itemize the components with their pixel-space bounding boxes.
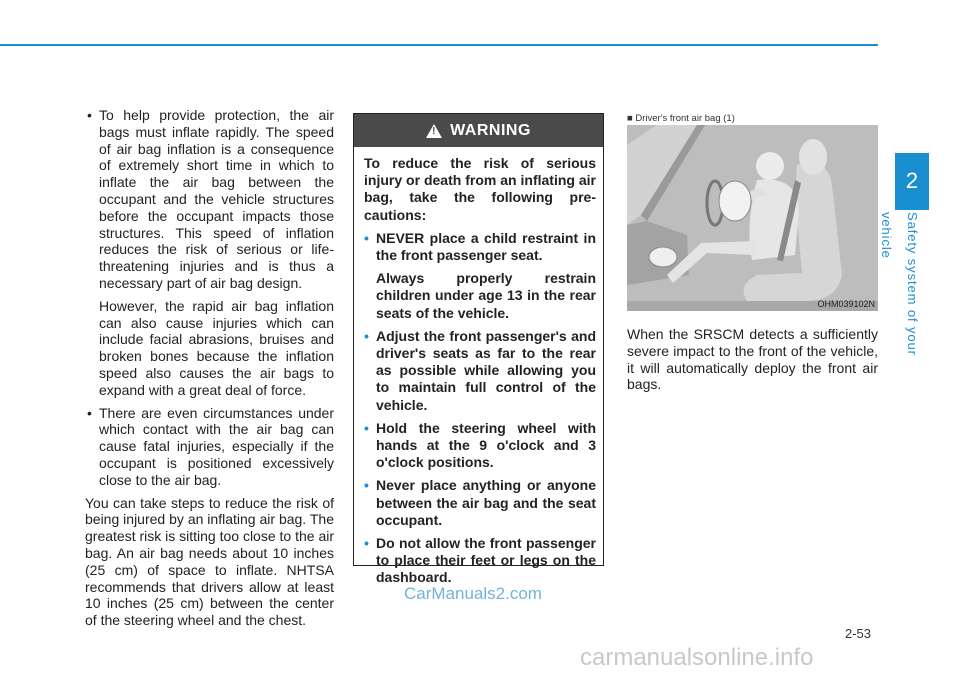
bullet: • (364, 535, 369, 552)
warning-item-text: Do not allow the front passenger to place their feet or legs on the dashboard. (376, 535, 596, 586)
list-item (85, 405, 334, 489)
warning-item (364, 230, 596, 322)
body-paragraph: You can take steps to reduce the risk of being injured by an inflating air bag. The greatest risk is sitting too close to the air bag. An air bag needs about 10 inches (25 cm) of space to inflate. NHTSA recommends that drivers allow at least 10 inches (25 cm) between the center of the steering wheel and the chest. (85, 494, 334, 629)
warning-item (364, 477, 596, 529)
bullet: • (364, 419, 369, 436)
figure-caption: ■ Driver's front air bag (1) (627, 113, 735, 124)
warning-item-text: Hold the steering wheel with hands at the 9 o'clock and 3 o'clock positions. (376, 419, 596, 471)
figure-code: OHM039102N (817, 299, 875, 309)
warning-item-subtext: Always properly restrain children under age 13 in the rear seats of the vehicle. (376, 270, 596, 321)
warning-intro: To reduce the risk of serious injury or death from an inflating air bag, take the following pre-cautions: (364, 155, 596, 223)
left-column (85, 107, 334, 635)
warning-item (364, 328, 596, 414)
warning-triangle-icon (426, 124, 442, 138)
warning-item-text: Adjust the front passenger's and driver's seats as far to the rear as possible while allowing you to maintain full control of the vehicle. (376, 327, 596, 413)
header-rule (0, 44, 878, 46)
warning-item (364, 420, 596, 472)
body-text: To help provide protection, the air bags must inflate rapidly. The speed of air bag inflation is a consequence of extremely short time in which to inflate the air bag between the occupant and the vehicle structures before the occupant impacts those structures. This speed of inflation reduces the risk of serious or life-threatening injuries and is thus a necessary part of air bag design. (99, 107, 334, 291)
body-text: There are even circumstances under which contact with the air bag can cause fatal injuries, especially if the occupant is positioned excessively close to the air bag. (99, 404, 334, 488)
bullet: • (87, 404, 92, 421)
body-text: However, the rapid air bag inflation can also cause injuries which can include facial abrasions, bruises and broken bones because the inflation speed also causes the air bags to expand with a great deal of force. (99, 297, 334, 398)
warning-box (353, 113, 604, 586)
warning-body (354, 147, 603, 587)
warning-header (354, 114, 603, 147)
list-item (85, 107, 334, 399)
bullet: • (87, 107, 92, 123)
bullet: • (364, 477, 369, 494)
chapter-title: Safety system of your vehicle (879, 212, 920, 356)
warning-item (364, 535, 596, 587)
watermark-logo: CarManuals2.com (404, 584, 542, 603)
airbag-illustration (627, 125, 878, 311)
watermark-text: carmanualsonline.info (580, 644, 814, 671)
bullet: • (364, 327, 369, 344)
right-column-text: When the SRSCM detects a sufficiently severe impact to the front of the vehicle, it will automatically deploy the front air bags. (627, 326, 878, 393)
warning-item-text: Never place anything or anyone between the air bag and the seat occupant. (376, 477, 596, 528)
bullet: • (364, 229, 369, 246)
chapter-number: 2 (905, 168, 919, 193)
warning-title: WARNING (450, 121, 531, 139)
warning-item-text: NEVER place a child restraint in the front passenger seat. (376, 229, 596, 264)
driver-airbag-drawing (627, 125, 878, 311)
page-number: 2-53 (845, 626, 872, 641)
